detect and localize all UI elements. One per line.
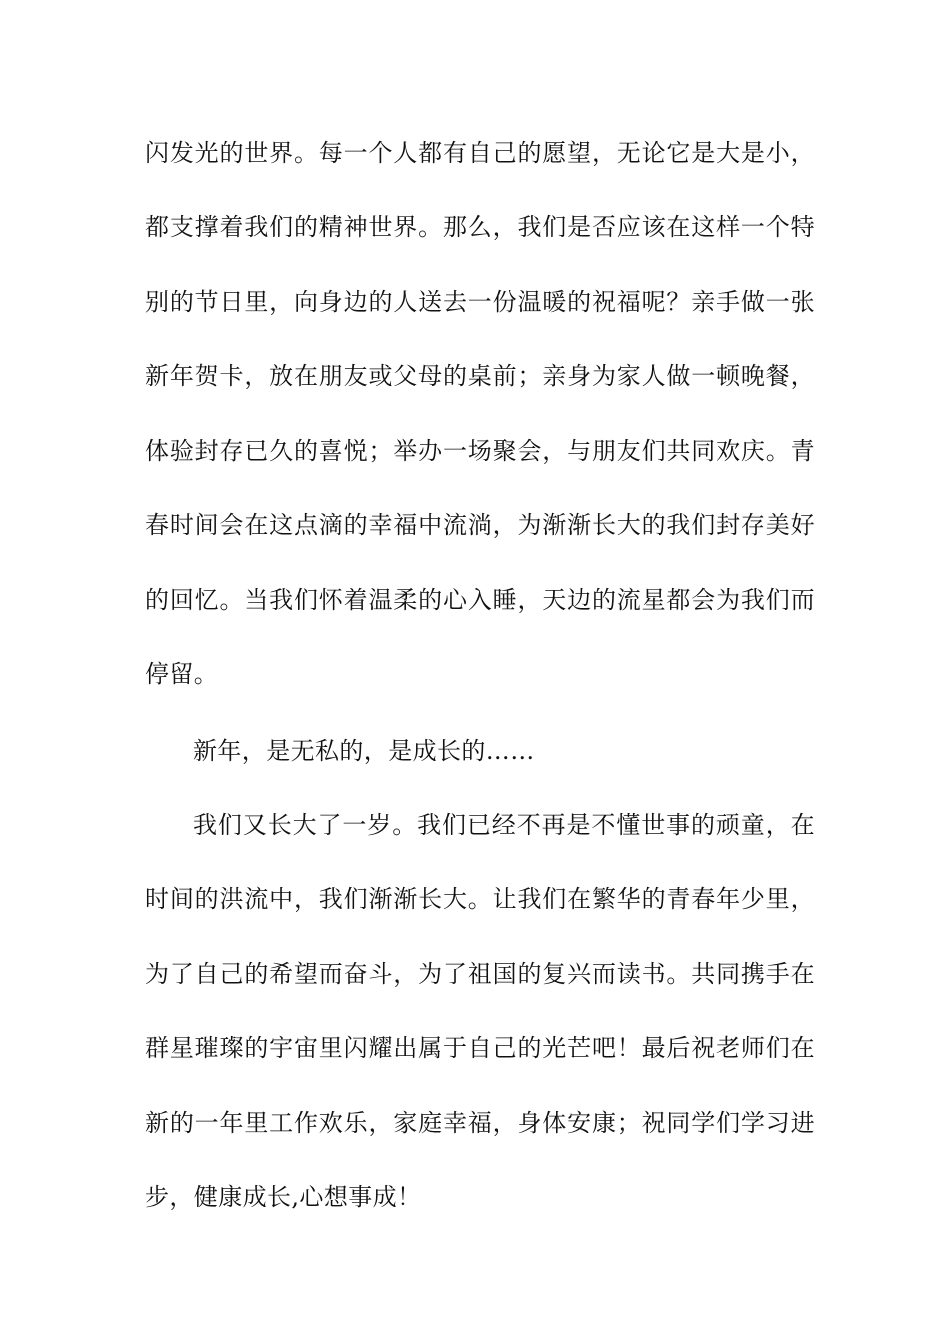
text-line-7: 的回忆。当我们怀着温柔的心入睡，天边的流星都会为我们而 bbox=[145, 586, 815, 614]
text-line-13: 群星璀璨的宇宙里闪耀出属于自己的光芒吧！最后祝老师们在 bbox=[145, 1034, 815, 1062]
text-line-6: 春时间会在这点滴的幸福中流淌，为渐渐长大的我们封存美好 bbox=[145, 511, 815, 539]
text-line-10: 我们又长大了一岁。我们已经不再是不懂世事的顽童，在 bbox=[193, 811, 815, 839]
paragraph-heading-line: 新年，是无私的，是成长的…… bbox=[193, 737, 535, 765]
text-line-12: 为了自己的希望而奋斗，为了祖国的复兴而读书。共同携手在 bbox=[145, 960, 815, 988]
text-line-3: 别的节日里，向身边的人送去一份温暖的祝福呢？亲手做一张 bbox=[145, 288, 815, 316]
text-line-2: 都支撑着我们的精神世界。那么，我们是否应该在这样一个特 bbox=[145, 213, 815, 241]
text-line-4: 新年贺卡，放在朋友或父母的桌前；亲身为家人做一顿晚餐， bbox=[145, 362, 815, 390]
text-line-14: 新的一年里工作欢乐，家庭幸福，身体安康；祝同学们学习进 bbox=[145, 1109, 815, 1137]
text-line-15: 步，健康成长,心想事成！ bbox=[145, 1183, 422, 1211]
text-line-11: 时间的洪流中，我们渐渐长大。让我们在繁华的青春年少里， bbox=[145, 885, 815, 913]
text-line-8: 停留。 bbox=[145, 660, 219, 688]
text-line-1: 闪发光的世界。每一个人都有自己的愿望，无论它是大是小， bbox=[145, 139, 815, 167]
text-line-5: 体验封存已久的喜悦；举办一场聚会，与朋友们共同欢庆。青 bbox=[145, 437, 815, 465]
